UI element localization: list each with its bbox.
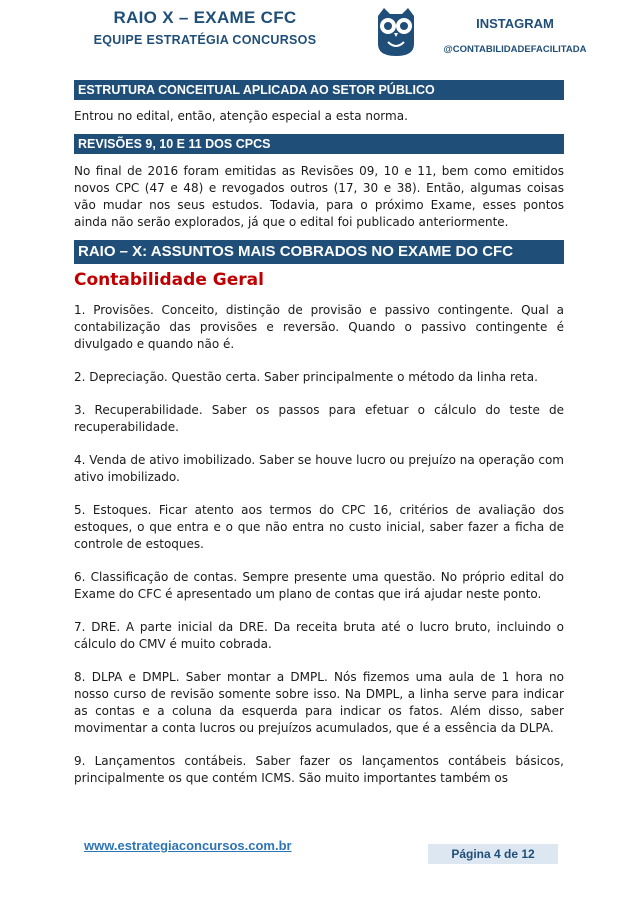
header-title: RAIO X – EXAME CFC — [113, 8, 297, 27]
page-header — [0, 0, 638, 70]
instagram-label: INSTAGRAM — [476, 16, 554, 31]
list-item: 1. Provisões. Conceito, distinção de provisão e passivo contingente. Qual a contabilização das provisões e reversão. Quando o passivo contingente é divulgado e quando não é. — [74, 303, 564, 351]
heading-contabilidade-geral: Contabilidade Geral — [74, 270, 264, 290]
footer-url-link[interactable]: www.estrategiaconcursos.com.br — [84, 838, 292, 853]
page-number: Página 4 de 12 — [428, 844, 558, 864]
page-footer — [0, 832, 638, 882]
list-item: 3. Recuperabilidade. Saber os passos para efetuar o cálculo do teste de recuperabilidade. — [74, 403, 564, 434]
header-subtitle: EQUIPE ESTRATÉGIA CONCURSOS — [93, 33, 317, 47]
page-content — [74, 80, 564, 787]
paragraph-revisoes: No final de 2016 foram emitidas as Revisões 09, 10 e 11, bem como emitidos novos CPC (47 e 48) e revogados outros (17, 30 e 38). Então, algumas coisas vão mudar nos seus estudos. Todavia, para o próximo Exame, esses pontos ainda não serão explorados, já que o edital foi publicado anteriormente. — [74, 164, 564, 229]
list-item: 5. Estoques. Ficar atento aos termos do CPC 16, critérios de avaliação dos estoques, o que entra e o que não entra no custo inicial, saber fazer a ficha de controle de estoques. — [74, 503, 564, 551]
section-bar-estrutura: ESTRUTURA CONCEITUAL APLICADA AO SETOR PÚBLICO — [74, 80, 564, 100]
list-item: 8. DLPA e DMPL. Saber montar a DMPL. Nós fizemos uma aula de 1 hora no nosso curso de revisão somente sobre isso. Na DMPL, a linha serve para indicar as contas e a coluna da esquerda para indicar os fatos. Além disso, saber movimentar a conta lucros ou prejuízos acumulados, que é a essência da DLPA. — [74, 670, 564, 735]
list-item: 4. Venda de ativo imobilizado. Saber se houve lucro ou prejuízo na operação com ativo imobilizado. — [74, 453, 564, 484]
section-bar-raio-x: RAIO – X: ASSUNTOS MAIS COBRADOS NO EXAME DO CFC — [74, 240, 564, 264]
owl-icon — [372, 6, 420, 58]
list-item: 2. Depreciação. Questão certa. Saber principalmente o método da linha reta. — [74, 370, 538, 384]
instagram-handle[interactable]: @CONTABILIDADEFACILITADA — [443, 44, 587, 55]
header-right — [430, 16, 600, 55]
list-item: 6. Classificação de contas. Sempre presente uma questão. No próprio edital do Exame do CFC é apresentado um plano de contas que irá ajudar neste ponto. — [74, 570, 564, 601]
list-item: 9. Lançamentos contábeis. Saber fazer os lançamentos contábeis básicos, principalmente os que contém ICMS. São muito importantes também os — [74, 754, 564, 785]
list-item: 7. DRE. A parte inicial da DRE. Da receita bruta até o lucro bruto, incluindo o cálculo do CMV é muito cobrada. — [74, 620, 564, 651]
paragraph-estrutura: Entrou no edital, então, atenção especial a esta norma. — [74, 109, 408, 123]
header-left — [70, 8, 340, 47]
section-bar-revisoes: REVISÕES 9, 10 E 11 DOS CPCS — [74, 134, 564, 154]
